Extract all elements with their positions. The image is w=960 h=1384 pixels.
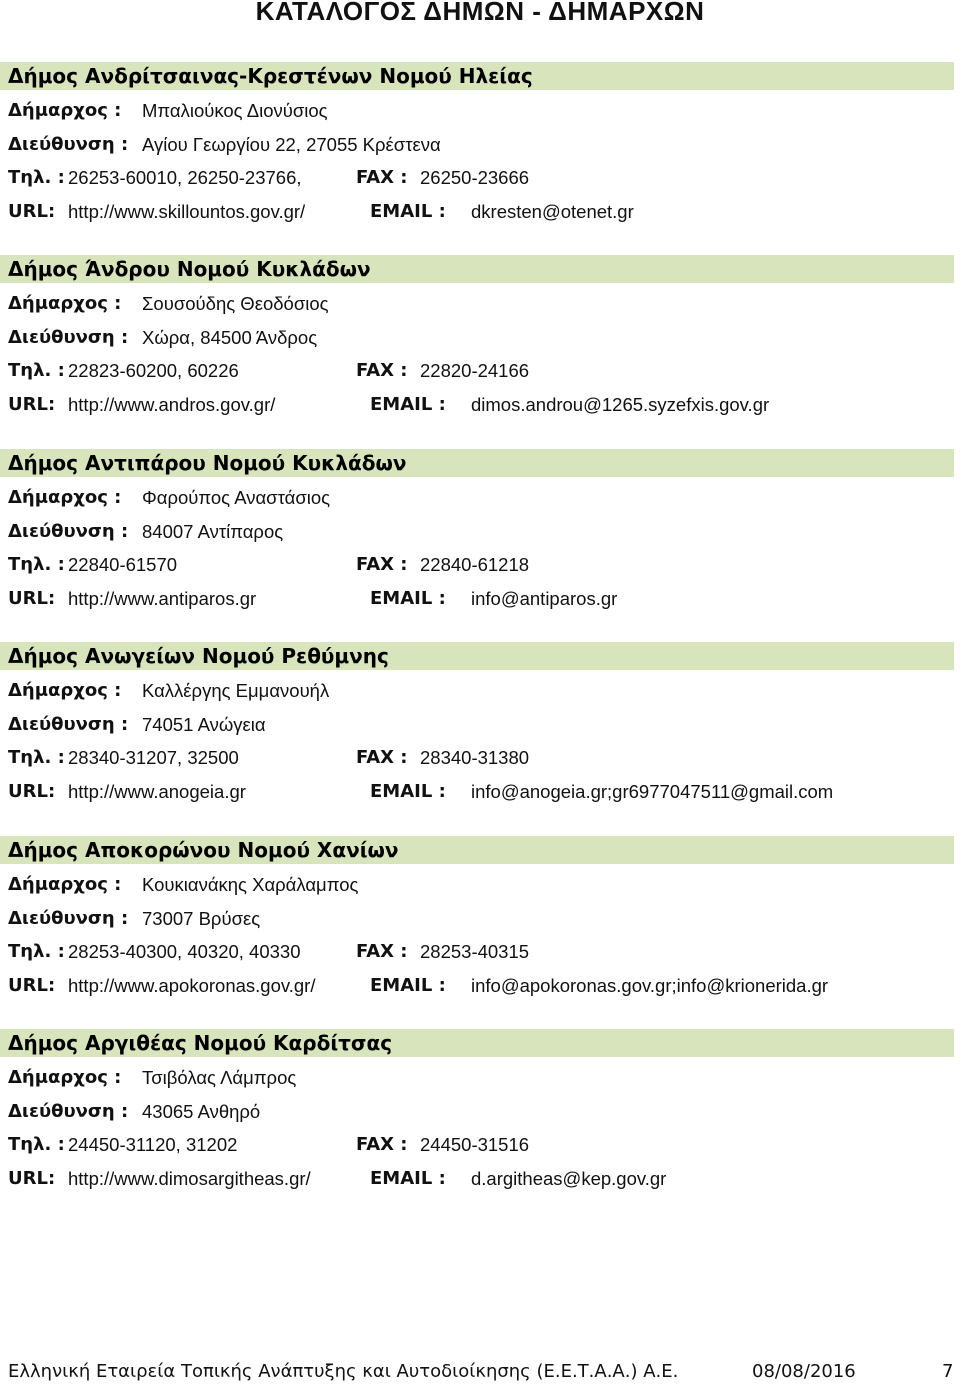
- url-label: URL:: [8, 201, 56, 222]
- municipality-header: [0, 1029, 954, 1057]
- email-label: EMAIL :: [370, 1168, 446, 1189]
- municipality-name: Δήμος Αργιθέας Νομού Καρδίτσας: [8, 1031, 393, 1055]
- fax-value: 24450-31516: [420, 1134, 530, 1155]
- fax-label: FAX :: [356, 553, 408, 575]
- municipality-header: [0, 62, 954, 90]
- fax-value: 28253-40315: [420, 940, 530, 962]
- mayor-value: Κουκιανάκης Χαράλαμπος: [142, 873, 359, 895]
- address-value: Χώρα, 84500 Άνδρος: [142, 327, 318, 349]
- address-label: Διεύθυνση :: [8, 714, 129, 736]
- address-value: 73007 Βρύσες: [142, 907, 261, 929]
- phone-label: Τηλ. :: [8, 167, 65, 188]
- fax-value: 28340-31380: [420, 747, 530, 769]
- fax-value: 22840-61218: [420, 553, 530, 575]
- mayor-label: Δήμαρχος :: [8, 293, 122, 315]
- email-value: dimos.androu@1265.syzefxis.gov.gr: [471, 394, 770, 416]
- fax-value: 26250-23666: [420, 167, 530, 188]
- municipality-name: Δήμος Άνδρου Νομού Κυκλάδων: [8, 257, 371, 282]
- address-value: 43065 Ανθηρό: [142, 1101, 261, 1122]
- fax-label: FAX :: [356, 747, 408, 769]
- url-value: http://www.andros.gov.gr/: [68, 394, 276, 416]
- url-label: URL:: [8, 974, 56, 996]
- footer-page-number: 7: [942, 1361, 954, 1382]
- email-value: d.argitheas@kep.gov.gr: [471, 1168, 667, 1189]
- email-label: EMAIL :: [370, 974, 446, 996]
- phone-value: 22840-61570: [68, 553, 178, 575]
- fax-value: 22820-24166: [420, 360, 530, 382]
- url-value: http://www.skillountos.gov.gr/: [68, 201, 306, 222]
- email-label: EMAIL :: [370, 394, 446, 416]
- url-value: http://www.anogeia.gr: [68, 781, 246, 803]
- mayor-label: Δήμαρχος :: [8, 873, 122, 895]
- phone-label: Τηλ. :: [8, 360, 65, 382]
- municipality-block: [0, 836, 960, 1006]
- mayor-label: Δήμαρχος :: [8, 100, 122, 121]
- address-value: Αγίου Γεωργίου 22, 27055 Κρέστενα: [142, 134, 441, 155]
- address-value: 74051 Ανώγεια: [142, 714, 266, 736]
- municipality-header: [0, 642, 954, 670]
- mayor-label: Δήμαρχος :: [8, 680, 122, 702]
- email-label: EMAIL :: [370, 781, 446, 803]
- municipality-block: [0, 449, 960, 619]
- municipality-name: Δήμος Ανωγείων Νομού Ρεθύμνης: [8, 644, 389, 669]
- municipality-block: [0, 62, 960, 232]
- mayor-label: Δήμαρχος :: [8, 1067, 122, 1088]
- municipality-block: [0, 1029, 960, 1199]
- fax-label: FAX :: [356, 360, 408, 382]
- municipality-name: Δήμος Ανδρίτσαινας-Κρεστένων Νομού Ηλείας: [8, 64, 533, 88]
- address-label: Διεύθυνση :: [8, 1101, 129, 1122]
- municipality-block: [0, 255, 960, 425]
- phone-value: 28340-31207, 32500: [68, 747, 239, 769]
- municipality-header: [0, 449, 954, 477]
- url-value: http://www.antiparos.gr: [68, 587, 257, 609]
- url-label: URL:: [8, 1168, 56, 1189]
- mayor-value: Μπαλιούκος Διονύσιος: [142, 100, 328, 121]
- municipality-header: [0, 836, 954, 864]
- phone-value: 24450-31120, 31202: [68, 1134, 238, 1155]
- url-value: http://www.dimosargitheas.gr/: [68, 1168, 311, 1189]
- email-value: dkresten@otenet.gr: [471, 201, 634, 222]
- phone-value: 26253-60010, 26250-23766,: [68, 167, 302, 188]
- email-label: EMAIL :: [370, 201, 446, 222]
- email-value: info@anogeia.gr;gr6977047511@gmail.com: [471, 781, 834, 803]
- url-label: URL:: [8, 587, 56, 609]
- phone-label: Τηλ. :: [8, 553, 65, 575]
- mayor-value: Σουσούδης Θεοδόσιος: [142, 293, 329, 315]
- mayor-value: Φαρούπος Αναστάσιος: [142, 486, 331, 508]
- address-label: Διεύθυνση :: [8, 327, 129, 349]
- mayor-value: Τσιβόλας Λάμπρος: [142, 1067, 297, 1088]
- phone-value: 22823-60200, 60226: [68, 360, 239, 382]
- municipality-block: [0, 642, 960, 812]
- fax-label: FAX :: [356, 940, 408, 962]
- mayor-value: Καλλέργης Εμμανουήλ: [142, 680, 330, 702]
- url-value: http://www.apokoronas.gov.gr/: [68, 974, 316, 996]
- fax-label: FAX :: [356, 167, 408, 188]
- footer-date: 08/08/2016: [752, 1361, 856, 1382]
- email-value: info@antiparos.gr: [471, 587, 618, 609]
- mayor-label: Δήμαρχος :: [8, 486, 122, 508]
- fax-label: FAX :: [356, 1134, 408, 1155]
- url-label: URL:: [8, 781, 56, 803]
- phone-value: 28253-40300, 40320, 40330: [68, 940, 301, 962]
- page-title: ΚΑΤΑΛΟΓΟΣ ΔΗΜΩΝ - ΔΗΜΑΡΧΩΝ: [255, 0, 705, 26]
- municipality-name: Δήμος Αποκορώνου Νομού Χανίων: [8, 837, 399, 862]
- url-label: URL:: [8, 394, 56, 416]
- municipality-header: [0, 255, 954, 283]
- address-label: Διεύθυνση :: [8, 907, 129, 929]
- email-label: EMAIL :: [370, 587, 446, 609]
- address-label: Διεύθυνση :: [8, 520, 129, 542]
- address-value: 84007 Αντίπαρος: [142, 520, 284, 542]
- phone-label: Τηλ. :: [8, 940, 65, 962]
- address-label: Διεύθυνση :: [8, 134, 129, 155]
- email-value: info@apokoronas.gov.gr;info@krionerida.gr: [471, 974, 829, 996]
- phone-label: Τηλ. :: [8, 747, 65, 769]
- phone-label: Τηλ. :: [8, 1134, 65, 1155]
- footer-organization: Ελληνική Εταιρεία Τοπικής Ανάπτυξης και Αυτοδιοίκησης (Ε.Ε.Τ.Α.Α.) Α.Ε.: [8, 1361, 679, 1382]
- municipality-name: Δήμος Αντιπάρου Νομού Κυκλάδων: [8, 450, 407, 475]
